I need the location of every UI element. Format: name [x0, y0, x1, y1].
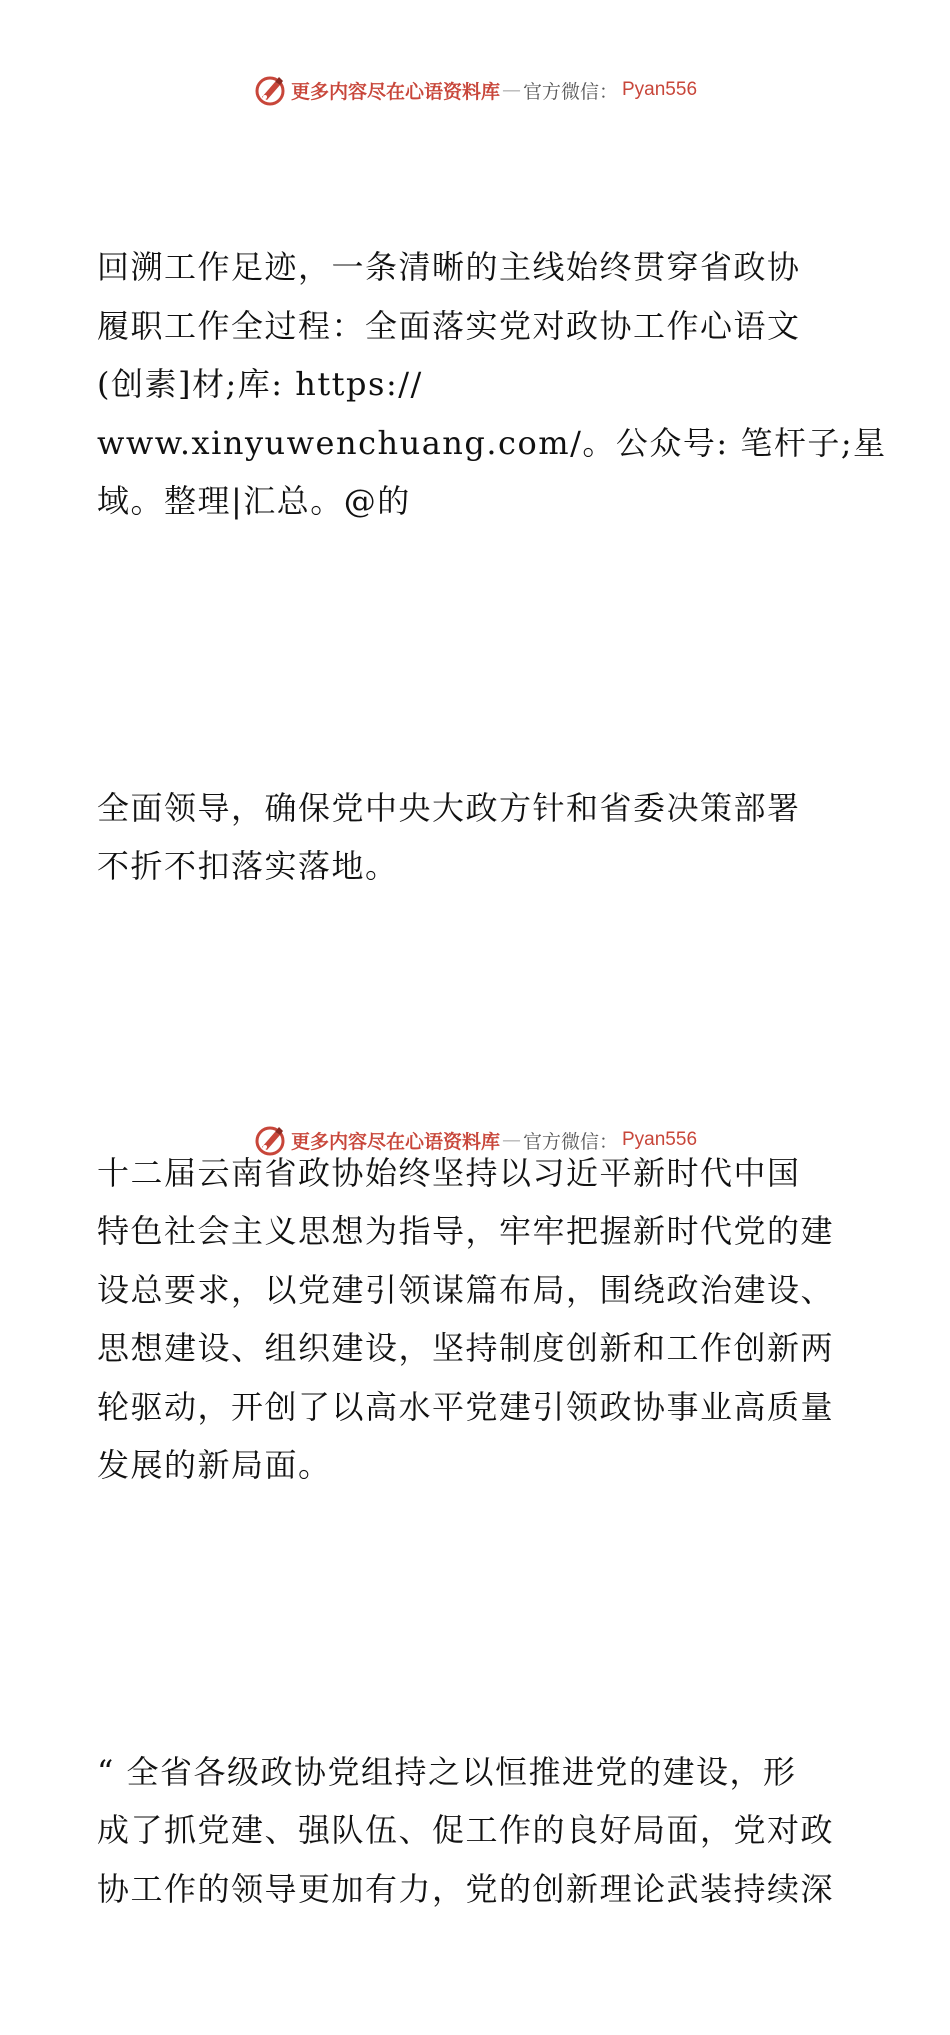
- text-line: 域。整理|汇总。@的: [97, 472, 857, 531]
- text-line: 特色社会主义思想为指导，牢牢把握新时代党的建: [97, 1202, 857, 1261]
- text-line: 全面领导，确保党中央大政方针和省委决策部署: [97, 779, 857, 838]
- body-text: [97, 121, 857, 2035]
- text-line: 发展的新局面。: [97, 1436, 857, 1495]
- wechat-label: 官方微信：: [523, 1127, 618, 1154]
- wechat-label: 官方微信：: [523, 77, 618, 104]
- text-line: www.xinyuwenchuang.com/。公众号: 笔杆子;星: [97, 414, 857, 473]
- text-line: (创素]材;库: https://: [97, 355, 857, 414]
- text-line: 十二届云南省政协始终坚持以习近平新时代中国: [97, 1144, 857, 1203]
- paragraph-4: [97, 1626, 857, 2035]
- pen-nib-circle-icon: [253, 73, 287, 107]
- separator: —: [502, 79, 521, 101]
- footer-banner: [0, 1120, 950, 1160]
- text-line: 协工作的领导更加有力，党的创新理论武装持续深: [97, 1860, 857, 1919]
- text-line: 轮驱动，开创了以高水平党建引领政协事业高质量: [97, 1378, 857, 1437]
- wechat-id: Pyan556: [622, 79, 697, 101]
- text-line: 回溯工作足迹，一条清晰的主线始终贯穿省政协: [97, 238, 857, 297]
- text-line: “ 全省各级政协党组持之以恒推进党的建设，形: [97, 1743, 857, 1802]
- paragraph-2: [97, 662, 857, 1013]
- text-line: 思想建设、组织建设，坚持制度创新和工作创新两: [97, 1319, 857, 1378]
- brand-text: 更多内容尽在心语资料库: [291, 1127, 500, 1154]
- separator: —: [502, 1129, 521, 1151]
- pen-nib-circle-icon: [253, 1123, 287, 1157]
- brand-text: 更多内容尽在心语资料库: [291, 77, 500, 104]
- text-line: 成了抓党建、强队伍、促工作的良好局面，党对政: [97, 1801, 857, 1860]
- paragraph-3: [97, 1027, 857, 1612]
- text-line: 设总要求，以党建引领谋篇布局，围绕政治建设、: [97, 1261, 857, 1320]
- wechat-id: Pyan556: [622, 1129, 697, 1151]
- text-line: 履职工作全过程：全面落实党对政协工作心语文: [97, 297, 857, 356]
- paragraph-1: [97, 121, 857, 648]
- text-line: 不折不扣落实落地。: [97, 837, 857, 896]
- header-banner: [0, 70, 950, 110]
